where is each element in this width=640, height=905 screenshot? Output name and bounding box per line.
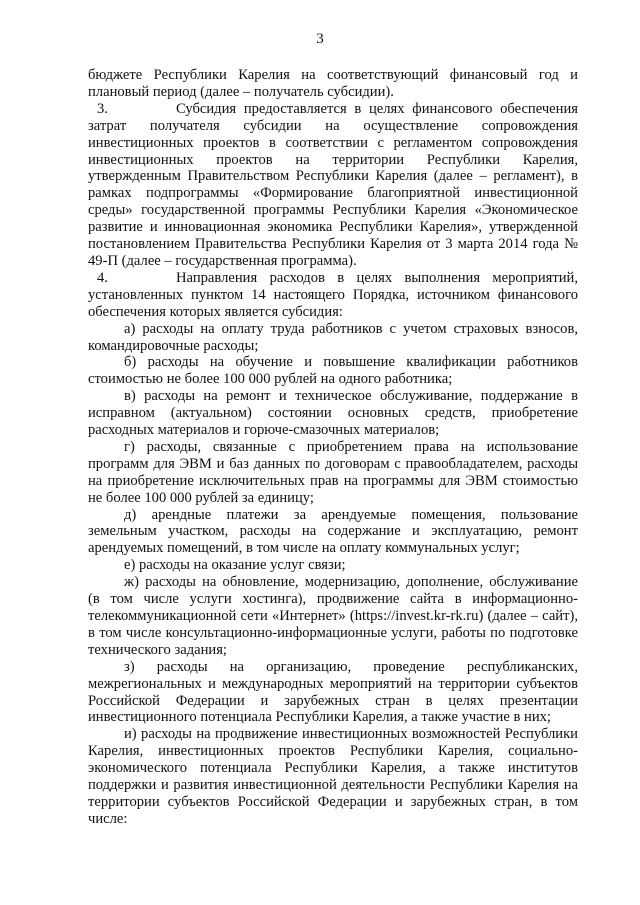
subitem-z: з) расходы на организацию, проведение республиканских, межрегиональных и международных мероприятий на территории субъектов Российской Федерации и зарубежных стран в целях презентации инвестиционного потенциала Республики Карелия, а также участие в них;: [88, 658, 578, 726]
document-body: [88, 67, 578, 828]
subitem-g: г) расходы, связанные с приобретением права на использование программ для ЭВМ и баз данных по договорам с правообладателем, расходы на приобретение исключительных прав на программы для ЭВМ стоимостью не более 100 000 рублей за единицу;: [88, 438, 578, 506]
subitem-a: а) расходы на оплату труда работников с учетом страховых взносов, командировочные расходы;: [88, 320, 578, 354]
subitem-v: в) расходы на ремонт и техническое обслуживание, поддержание в исправном (актуальном) состоянии основных средств, приобретение расходных материалов и горюче-смазочных материалов;: [88, 388, 578, 439]
item-text: Направления расходов в целях выполнения мероприятий, установленных пунктом 14 настоящего Порядка, источником финансового обеспечения которых является субсидия:: [88, 269, 578, 320]
paragraph-budget-continuation: бюджете Республики Карелия на соответствующий финансовый год и плановый период (далее – получатель субсидии).: [88, 67, 578, 100]
subitem-b: б) расходы на обучение и повышение квалификации работников стоимостью не более 100 000 рублей на одного работника;: [88, 354, 578, 388]
subitem-e: е) расходы на оказание услуг связи;: [124, 557, 346, 574]
paragraph-item-3: [88, 101, 578, 270]
item-number: 4.: [97, 269, 108, 286]
subitem-i: и) расходы на продвижение инвестиционных возможностей Республики Карелия, инвестиционных проектов Республики Карелия, социально-экономического потенциала Республики Карелия, а также институтов поддержки и развития инвестиционной деятельности Республики Карелия на территории субъектов Российской Федерации и зарубежных стран, в том числе:: [88, 726, 578, 827]
item-number: 3.: [97, 100, 108, 117]
subitem-zh: ж) расходы на обновление, модернизацию, дополнение, обслуживание (в том числе услуги хостинга), продвижение сайта в информационно-телекоммуникационной сети «Интернет» (https://invest.kr-rk.ru) (далее – сайт), в том числе консультационно-информационные услуги, работы по подготовке технического задания;: [88, 574, 578, 658]
page-number: 3: [316, 31, 324, 47]
subitem-d: д) арендные платежи за арендуемые помещения, пользование земельным участком, расходы на содержание и эксплуатацию, ремонт арендуемых помещений, в том числе на оплату коммунальных услуг;: [88, 506, 578, 557]
paragraph-item-4: [88, 270, 578, 321]
item-text: Субсидия предоставляется в целях финансового обеспечения затрат получателя субсидии на осуществление сопровождения инвестиционных проектов в соответствии с регламентом сопровождения инвестиционных проектов на территории Республики Карелия, утвержденным Правительством Республики Карелия (далее – регламент), в рамках подпрограммы «Формирование благоприятной инвестиционной среды» государственной программы Республики Карелия «Экономическое развитие и инновационная экономика Республики Карелия», утвержденной постановлением Правительства Республики Карелия от 3 марта 2014 года № 49-П (далее – государственная программа).: [88, 100, 578, 269]
